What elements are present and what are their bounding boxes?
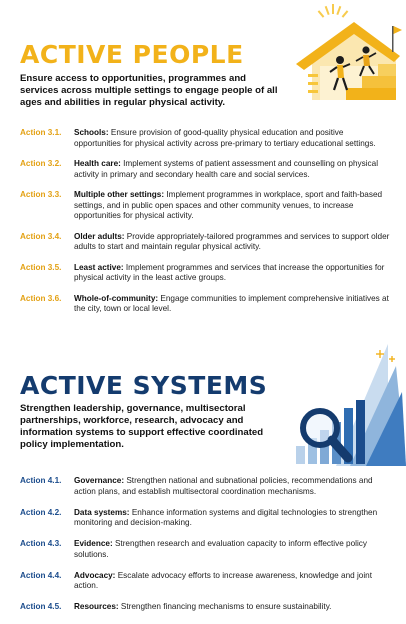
action-item [20,476,392,497]
action-item [20,159,392,180]
action-item [20,232,392,253]
action-item [20,602,392,613]
action-label: Governance: [74,476,125,485]
section-intro: Ensure access to opportunities, programmes and services across multiple settings to engage people of all ages and abilities in regular physical activity. [20,73,278,108]
action-number: Action 3.6. [20,293,62,303]
section-intro: Strengthen leadership, governance, multisectoral partnerships, workforce, research, advocacy and information systems to support effective coordinated policy implementation. [20,403,264,450]
action-label: Whole-of-community: [74,293,159,303]
action-label: Data systems: [74,507,130,517]
action-item [20,190,392,222]
action-list [20,128,392,325]
action-body: Implement programmes in workplace, sport and faith-based settings, and in public open spaces and other community venues, to increase opportunities for physical activity. [74,190,383,220]
action-body: Strengthen national and subnational policies, recommendations and action plans, and establish multisectoral coordination mechanisms. [74,476,373,496]
action-label: Advocacy: [74,570,116,580]
action-number: Action 3.1. [20,128,62,137]
action-number: Action 3.5. [20,262,62,272]
action-description [74,190,392,222]
action-description [74,232,392,253]
active-systems-magnifier-chart-icon [292,342,406,466]
action-label: Least active: [74,262,124,272]
action-label: Schools: [74,128,109,137]
action-body: Implement systems of patient assessment and counselling on physical activity in primary and secondary health care and social services. [74,159,379,179]
action-item [20,539,392,560]
action-number: Action 4.5. [20,602,62,611]
section-heading: ACTIVE SYSTEMS [20,371,268,400]
action-number: Action 4.3. [20,539,62,548]
action-number: Action 4.1. [20,476,62,485]
action-description [74,128,392,149]
action-number: Action 4.2. [20,507,62,517]
active-systems-section [0,340,406,624]
action-item [20,128,392,149]
action-description [74,602,392,613]
action-body: Implement programmes and services that increase the opportunities for physical activity in the least active groups. [74,262,385,282]
action-number: Action 4.4. [20,570,62,580]
action-description [74,476,392,497]
action-number: Action 3.4. [20,231,62,241]
action-list [20,476,392,623]
section-heading: ACTIVE PEOPLE [20,40,244,69]
action-description [74,571,392,592]
action-label: Health care: [74,159,121,168]
action-number: Action 3.3. [20,190,62,199]
action-number: Action 3.2. [20,159,62,168]
action-description [74,508,392,529]
action-body: Ensure provision of good-quality physical education and positive opportunities for physical activity across pre-primary to tertiary educational settings. [74,128,376,148]
action-label: Resources: [74,602,119,611]
action-body: Strengthen research and evaluation capacity to inform effective policy solutions. [74,539,367,559]
action-description [74,539,392,560]
action-description [74,159,392,180]
action-label: Multiple other settings: [74,190,165,199]
action-item [20,571,392,592]
action-body: Provide appropriately-tailored programmes and services to support older adults to start and maintain regular physical activity. [74,231,390,251]
active-people-house-icon [292,4,404,116]
action-label: Older adults: [74,231,125,241]
action-body: Engage communities to implement comprehensive initiatives at the city, town or local level. [74,293,389,313]
action-item [20,508,392,529]
action-description [74,294,392,315]
action-item [20,294,392,315]
action-body: Strengthen financing mechanisms to ensure sustainability. [120,602,332,611]
action-body: Escalate advocacy efforts to increase awareness, knowledge and joint action. [74,570,372,590]
action-label: Evidence: [74,539,113,548]
action-body: Enhance information systems and digital technologies to strengthen monitoring and decision-making. [74,507,378,527]
action-item [20,263,392,284]
action-description [74,263,392,284]
